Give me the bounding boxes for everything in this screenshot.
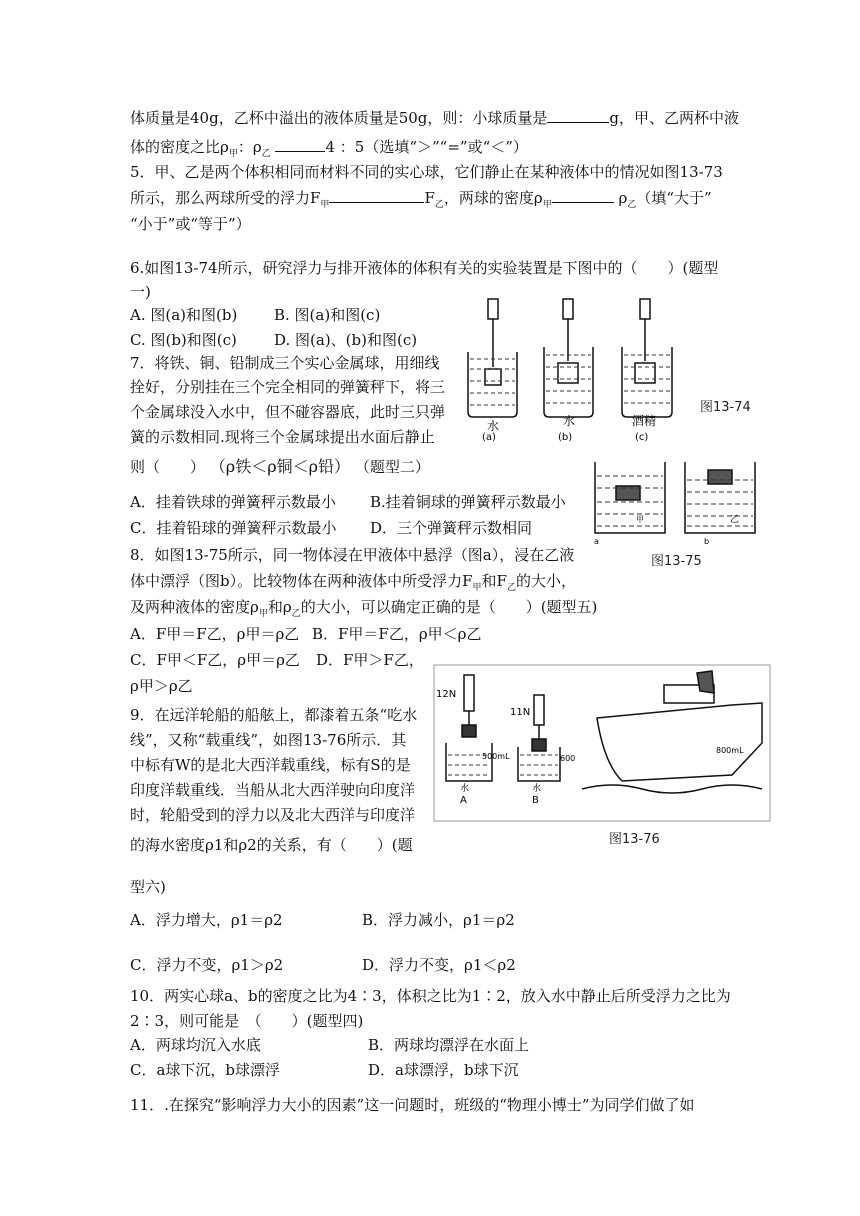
svg-text:11N: 11N — [510, 707, 531, 718]
q10-option-d[interactable]: D．a球漂浮，b球下沉 — [368, 1061, 519, 1079]
svg-text:(b): (b) — [558, 432, 573, 442]
text-line: 体质量是40g，乙杯中溢出的液体质量是50g，则：小球质量是 g，甲、乙两杯中液 — [130, 109, 739, 127]
q9-option-b[interactable]: B．浮力减小，ρ1＝ρ2 — [362, 911, 515, 929]
svg-text:a: a — [594, 537, 599, 546]
q8-line: 及两种液体的密度$\rho_甲$和$\rho_乙$的大小，可以确定正确的是（ ）(题型五) — [130, 598, 598, 619]
svg-text:水: 水 — [532, 784, 542, 794]
answer-blank[interactable] — [329, 188, 424, 203]
svg-text:500mL: 500mL — [482, 752, 510, 761]
q9-line: 型六) — [130, 878, 166, 896]
text-line: 体的密度之比$\rho_甲$：$\rho_乙$ 4 ：5（选填“＞”“=”或“＜”） — [130, 138, 528, 159]
svg-text:A: A — [460, 795, 467, 806]
figure-13-75 — [590, 458, 770, 548]
q7-line: 个金属球没入水中，但不碰容器底，此时三只弹 — [130, 403, 446, 421]
q9-line: 时，轮船受到的浮力以及北大西洋与印度洋 — [130, 806, 416, 824]
q9-line: 中标有W的是北大西洋载重线，标有S的是 — [130, 756, 411, 774]
answer-blank[interactable] — [552, 188, 614, 203]
svg-text:b: b — [704, 537, 710, 546]
q9-line: 的海水密度ρ1和ρ2的关系，有（ ）(题 — [130, 836, 413, 854]
figure-caption: 图13-75 — [651, 554, 702, 569]
figure-13-76 — [432, 663, 772, 823]
q10-line: 10．两实心球a、b的密度之比为4∶3，体积之比为1∶2，放入水中静止后所受浮力之比为 — [130, 987, 731, 1005]
svg-text:甲: 甲 — [636, 515, 644, 524]
q10-option-b[interactable]: B．两球均漂浮在水面上 — [368, 1036, 530, 1054]
svg-text:12N: 12N — [436, 689, 457, 700]
q10-line: 2∶3，则可能是 （ ）(题型四) — [130, 1012, 364, 1030]
answer-blank[interactable] — [275, 137, 325, 152]
svg-text:(a): (a) — [482, 432, 496, 442]
svg-text:B: B — [532, 795, 539, 806]
q9-option-c[interactable]: C．浮力不变，ρ1＞ρ2 — [130, 956, 284, 974]
q9-line: 线”，又称“载重线”，如图13-76所示．其 — [130, 731, 407, 749]
figure-caption: 图13-74 — [700, 400, 751, 415]
q6-option-d[interactable]: D. 图(a)、(b)和图(c) — [274, 331, 418, 349]
q7-option-b[interactable]: B.挂着铜球的弹簧秤示数最小 — [370, 493, 566, 511]
figure-caption: 图13-76 — [609, 832, 660, 847]
q8-option-d[interactable]: D．F甲＞F乙， — [316, 651, 424, 669]
q6-line: 一) — [130, 283, 151, 301]
svg-text:水: 水 — [487, 419, 500, 433]
q8-option-c[interactable]: C．F甲＜F乙，ρ甲＝ρ乙 — [130, 651, 300, 669]
svg-text:水: 水 — [460, 784, 470, 794]
svg-text:水: 水 — [563, 414, 576, 428]
q9-option-a[interactable]: A．浮力增大，ρ1＝ρ2 — [130, 911, 283, 929]
q5-line: 所示，那么两球所受的浮力$F_甲$ $F_乙$，两球的密度$\rho_甲$ $\rho_乙$（填“大于” — [130, 189, 712, 210]
q9-option-d[interactable]: D．浮力不变，ρ1＜ρ2 — [362, 956, 516, 974]
q6-option-a[interactable]: A. 图(a)和图(b) — [130, 306, 238, 324]
q7-line: 拴好，分别挂在三个完全相同的弹簧秤下，将三 — [130, 378, 446, 396]
svg-text:800mL: 800mL — [716, 746, 744, 755]
answer-blank[interactable] — [547, 108, 609, 123]
q5-line: “小于”或“等于”） — [130, 215, 251, 233]
q9-line: 9．在远洋轮船的船舷上，都漆着五条“吃水 — [130, 706, 418, 724]
q7-line: 则（ ） （ρ铁＜ρ铜＜ρ铅） （题型二） — [130, 457, 430, 476]
q8-option-d-cont: ρ甲＞ρ乙 — [130, 677, 193, 695]
figure-13-74 — [460, 297, 740, 442]
q10-option-a[interactable]: A．两球均沉入水底 — [130, 1036, 261, 1054]
q6-option-c[interactable]: C. 图(b)和图(c) — [130, 331, 237, 349]
svg-text:酒精: 酒精 — [632, 414, 657, 428]
q6-option-b[interactable]: B. 图(a)和图(c) — [274, 306, 381, 324]
svg-text:600: 600 — [560, 754, 576, 763]
q11-line: 11．.在探究“影响浮力大小的因素”这一问题时，班级的“物理小博士”为同学们做了如 — [130, 1096, 695, 1114]
q7-line: 7．将铁、铜、铅制成三个实心金属球，用细线 — [130, 354, 440, 372]
q7-option-c[interactable]: C．挂着铅球的弹簧秤示数最小 — [130, 519, 337, 537]
q7-option-a[interactable]: A．挂着铁球的弹簧秤示数最小 — [130, 493, 336, 511]
q6-line: 6.如图13-74所示，研究浮力与排开液体的体积有关的实验装置是下图中的（ ）(题型 — [130, 259, 719, 277]
q8-line: 体中漂浮（图b）。比较物体在两种液体中所受浮力$F_甲$和$F_乙$的大小， — [130, 572, 576, 593]
svg-text:(c): (c) — [635, 432, 649, 442]
q8-line: 8．如图13-75所示，同一物体浸在甲液体中悬浮（图a），浸在乙液 — [130, 546, 575, 564]
q10-option-c[interactable]: C．a球下沉，b球漂浮 — [130, 1061, 281, 1079]
q5-line: 5．甲、乙是两个体积相同而材料不同的实心球，它们静止在某种液体中的情况如图13-73 — [130, 163, 723, 181]
svg-text:乙: 乙 — [730, 515, 740, 525]
q8-option-a[interactable]: A．F甲＝F乙，ρ甲＝ρ乙 — [130, 625, 300, 643]
q7-option-d[interactable]: D．三个弹簧秤示数相同 — [370, 519, 533, 537]
q9-line: 印度洋载重线．当船从北大西洋驶向印度洋 — [130, 781, 416, 799]
q8-option-b[interactable]: B．F甲＝F乙，ρ甲＜ρ乙 — [312, 625, 482, 643]
q7-line: 簧的示数相同.现将三个金属球提出水面后静止 — [130, 428, 435, 446]
